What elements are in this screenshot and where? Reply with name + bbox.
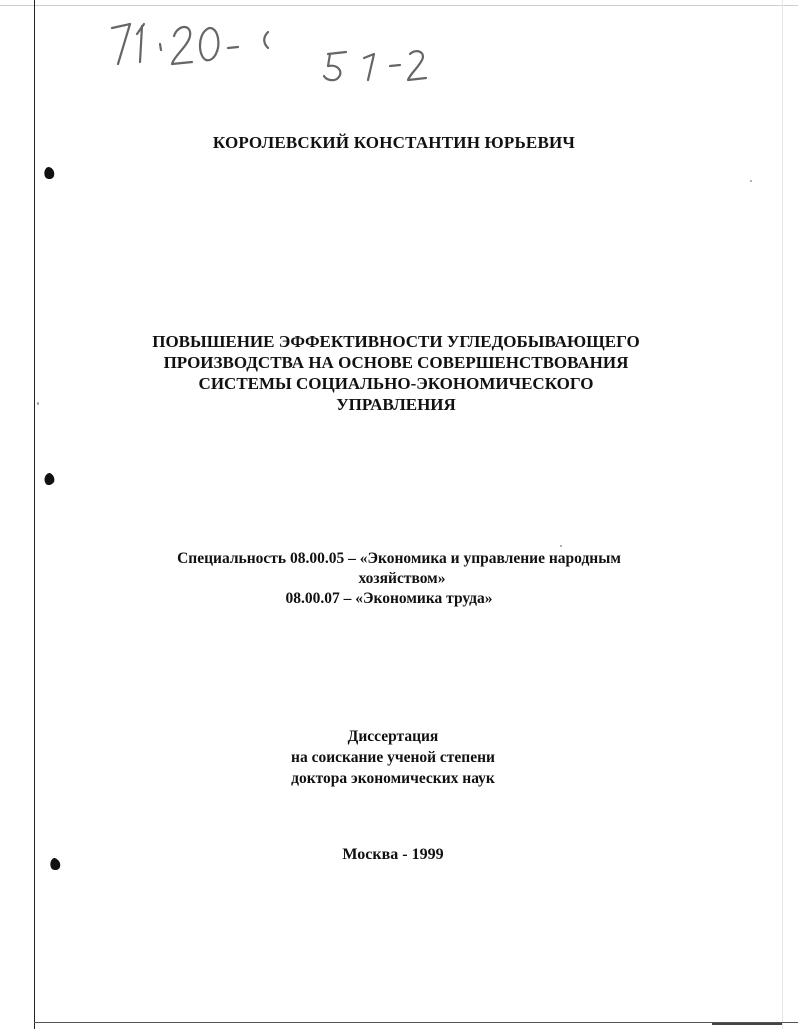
scan-speck — [560, 545, 562, 547]
degree-line: Диссертация — [347, 728, 439, 745]
author-name: КОРОЛЕВСКИЙ КОНСТАНТИН ЮРЬЕВИЧ — [212, 133, 576, 152]
degree-line: на соискание ученой степени — [291, 749, 495, 766]
title-line: ПРОИЗВОДСТВА НА ОСНОВЕ СОВЕРШЕНСТВОВАНИЯ — [163, 353, 629, 372]
degree-line: доктора экономических наук — [291, 770, 495, 787]
specialty-line: 08.00.07 – «Экономика труда» — [285, 590, 493, 607]
handwritten-catalog-number — [108, 14, 438, 84]
specialty-block — [0, 549, 793, 609]
place-and-year: Москва - 1999 — [342, 846, 444, 863]
scan-right-edge — [782, 0, 783, 1029]
title-line: УПРАВЛЕНИЯ — [336, 395, 456, 414]
scan-top-edge — [0, 5, 798, 6]
title-line: СИСТЕМЫ СОЦИАЛЬНО-ЭКОНОМИЧЕСКОГО — [198, 374, 594, 393]
scan-left-edge — [34, 0, 35, 1029]
scan-speck — [750, 180, 752, 182]
dissertation-title — [0, 331, 795, 415]
title-line: ПОВЫШЕНИЕ ЭФФЕКТИВНОСТИ УГЛЕДОБЫВАЮЩЕГО — [152, 332, 640, 351]
punch-hole-icon — [43, 166, 56, 181]
specialty-line: хозяйством» — [358, 570, 446, 587]
specialty-line: Специальность 08.00.05 – «Экономика и управление народным — [177, 550, 621, 567]
scan-bottom-edge — [34, 1022, 798, 1023]
degree-block — [0, 726, 792, 789]
scan-corner-mark — [712, 1023, 782, 1025]
punch-hole-icon — [43, 472, 56, 487]
